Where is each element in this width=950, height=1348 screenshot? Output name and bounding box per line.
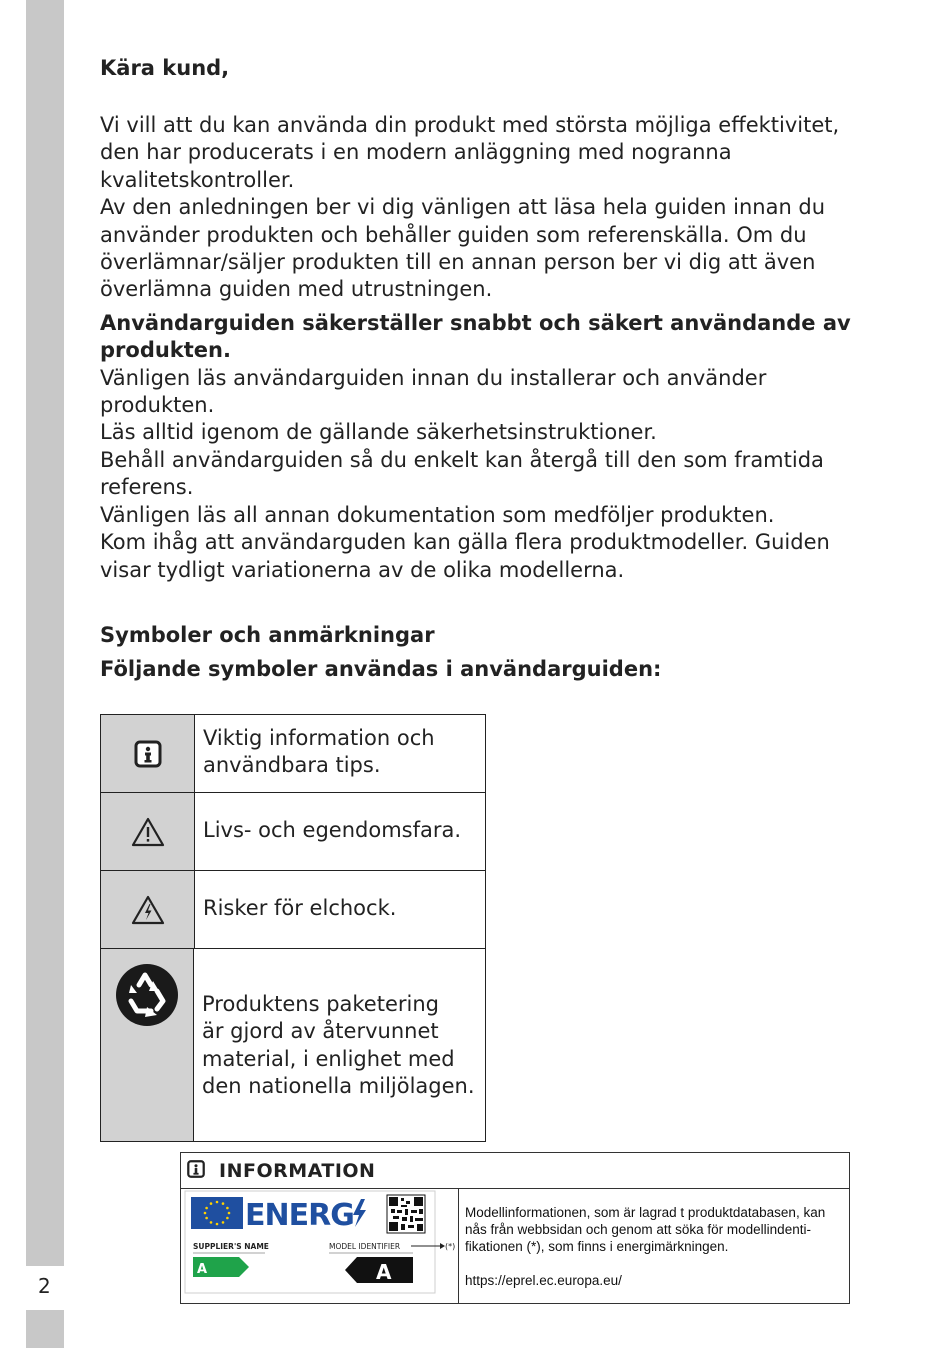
- energy-class-left: A: [197, 1262, 208, 1277]
- energy-label-column: [181, 1189, 459, 1303]
- symbol-description: Livs- och egendomsfara.: [203, 818, 462, 842]
- intro-paragraph: Vi vill att du kan använda din produkt med största möjliga effektivitet, den har producerats i en modern anläggning med nogranna kvalitetskontroller. Av den anledningen ber vi dig vänligen att läsa hela guiden innan du använder produkten och behåller guiden som referenskälla. Om du överlämnar/säljer produkten till en annan person ber vi dig att även överlämna guiden med utrustningen.: [100, 113, 840, 302]
- symbol-row: [101, 870, 485, 948]
- intro-section: [100, 54, 860, 584]
- page-number: 2: [38, 1274, 51, 1298]
- model-identifier-label: MODEL IDENTIFIER: [329, 1242, 401, 1251]
- bold-statement: Användarguiden säkerställer snabbt och säkert användande av produkten.: [100, 310, 851, 363]
- model-marker: (*): [445, 1242, 456, 1251]
- eprel-link[interactable]: https://eprel.ec.europa.eu/: [465, 1273, 622, 1288]
- supplier-label: SUPPLIER'S NAME: [193, 1242, 269, 1251]
- energy-label: [181, 1189, 458, 1303]
- information-text: Modellinformationen, som är lagrad t produktdatabasen, kan nås från webbsidan och genom att söka för modellindenti-fikationen (*), som finns i energimärkningen.: [465, 1205, 826, 1254]
- symbols-subtitle: Följande symboler användas i användarguiden:: [100, 657, 662, 681]
- electric-shock-icon: [101, 871, 195, 948]
- recycle-icon: [101, 949, 194, 1141]
- info-icon: [101, 715, 195, 792]
- page-gutter-tab: [26, 1310, 64, 1348]
- information-box: [180, 1152, 850, 1304]
- warning-icon: [101, 793, 195, 870]
- symbol-row: [101, 792, 485, 870]
- information-title: INFORMATION: [219, 1159, 376, 1182]
- qr-code-icon: [387, 1195, 425, 1233]
- page-gutter-bar: [26, 0, 64, 1266]
- info-icon: [187, 1160, 205, 1182]
- symbol-description: Viktig information och användbara tips.: [203, 726, 435, 778]
- symbol-description: Produktens paketering är gjord av återvunnet material, i enlighet med den nationella miljölagen.: [202, 992, 475, 1099]
- energy-brand-text: ENERG: [245, 1198, 354, 1233]
- symbols-table: [100, 714, 486, 1142]
- information-text-column: [459, 1189, 849, 1303]
- symbol-description: Risker för elchock.: [203, 896, 397, 920]
- symbol-row: [101, 948, 485, 1141]
- symbols-title: Symboler och anmärkningar: [100, 623, 435, 647]
- information-body: [181, 1189, 849, 1303]
- guide-instructions: Vänligen läs användarguiden innan du installerar och använder produkten. Läs alltid igenom de gällande säkerhetsinstruktioner. Behåll användarguiden så du enkelt kan återgå till den som framtida referens. Vänligen läs all annan dokumentation som medföljer produkten. Kom ihåg att användarguden kan gälla flera produktmodeller. Guiden visar tydligt variationerna av de olika modellerna.: [100, 365, 830, 582]
- symbol-row: [101, 715, 485, 792]
- information-header: [181, 1153, 849, 1189]
- energy-class-right: A: [376, 1260, 392, 1284]
- greeting: Kära kund,: [100, 56, 230, 80]
